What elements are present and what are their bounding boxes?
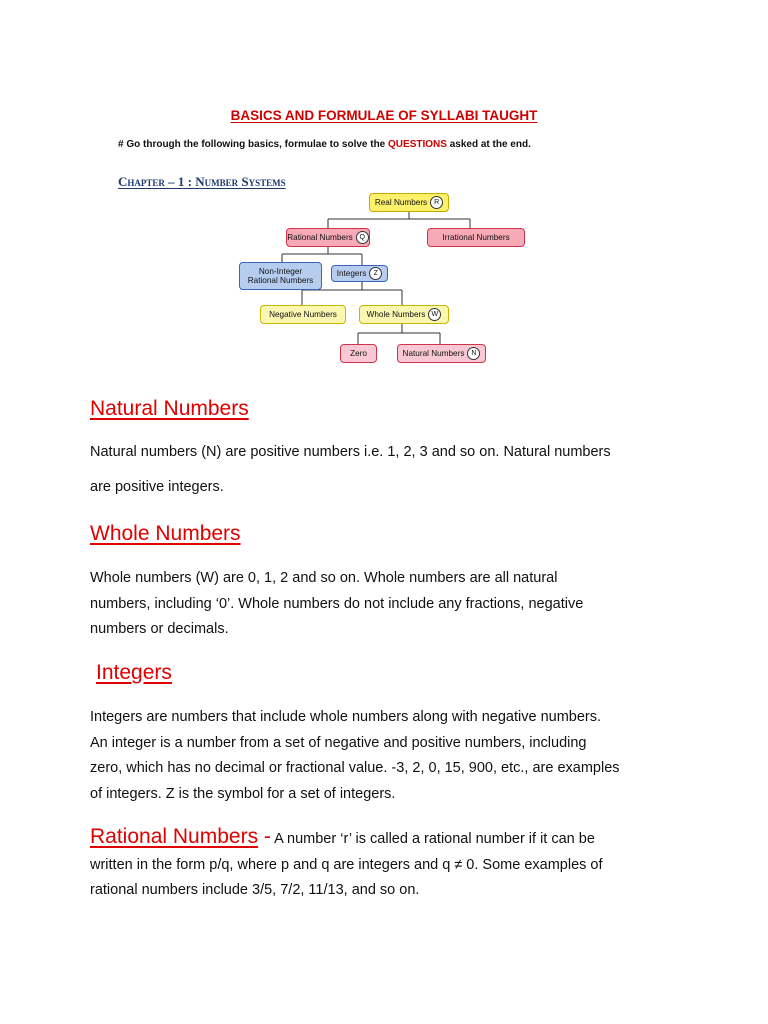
rational-numbers-heading: Rational Numbers	[90, 825, 259, 848]
integers-heading: Integers	[96, 661, 172, 684]
integers-symbol: Z	[369, 267, 382, 280]
non-integer-rational-node: Non-Integer Rational Numbers	[239, 262, 322, 290]
rational-numbers-node: Rational Numbers Q	[286, 228, 370, 247]
document-title: BASICS AND FORMULAE OF SYLLABI TAUGHT	[230, 108, 538, 123]
zero-node: Zero	[340, 344, 377, 363]
real-symbol: R	[430, 196, 443, 209]
integers-text: Integers are numbers that include whole numbers along with negative numbers. An integer is a number from a set of negative and positive numbers, including zero, which has no decimal or fractional value. -3, 2, 0, 15, 900, etc., are examples of integers. Z is the symbol for a set of integers.	[90, 709, 620, 802]
rational-symbol: Q	[356, 231, 369, 244]
integers-node: Integers Z	[331, 265, 388, 282]
real-numbers-node: Real Numbers R	[369, 193, 449, 212]
whole-symbol: W	[428, 308, 441, 321]
chapter-heading: Chapter – 1 : Number Systems	[118, 174, 286, 189]
irrational-numbers-node: Irrational Numbers	[427, 228, 525, 247]
natural-numbers-text: Natural numbers (N) are positive numbers i.e. 1, 2, 3 and so on. Natural numbers are positive integers.	[90, 444, 611, 495]
whole-numbers-heading: Whole Numbers	[90, 522, 241, 545]
whole-numbers-text: Whole numbers (W) are 0, 1, 2 and so on. Whole numbers are all natural numbers, including ‘0’. Whole numbers do not include any fractions, negative numbers or decimals.	[90, 570, 584, 637]
negative-numbers-node: Negative Numbers	[260, 305, 346, 324]
whole-numbers-node: Whole Numbers W	[359, 305, 449, 324]
rational-numbers-section: Rational Numbers - A number ‘r’ is called a rational number if it can be written in the form p/q, where p and q are integers and q ≠ 0. Some examples of rational numbers include 3/5, 7/2, 11/13, and so on.	[90, 825, 603, 898]
questions-highlight: QUESTIONS	[388, 139, 447, 150]
instruction-line: # Go through the following basics, formulae to solve the QUESTIONS asked at the end.	[118, 139, 531, 150]
natural-numbers-node: Natural Numbers N	[397, 344, 486, 363]
natural-numbers-heading: Natural Numbers	[90, 397, 249, 420]
natural-symbol: N	[467, 347, 480, 360]
